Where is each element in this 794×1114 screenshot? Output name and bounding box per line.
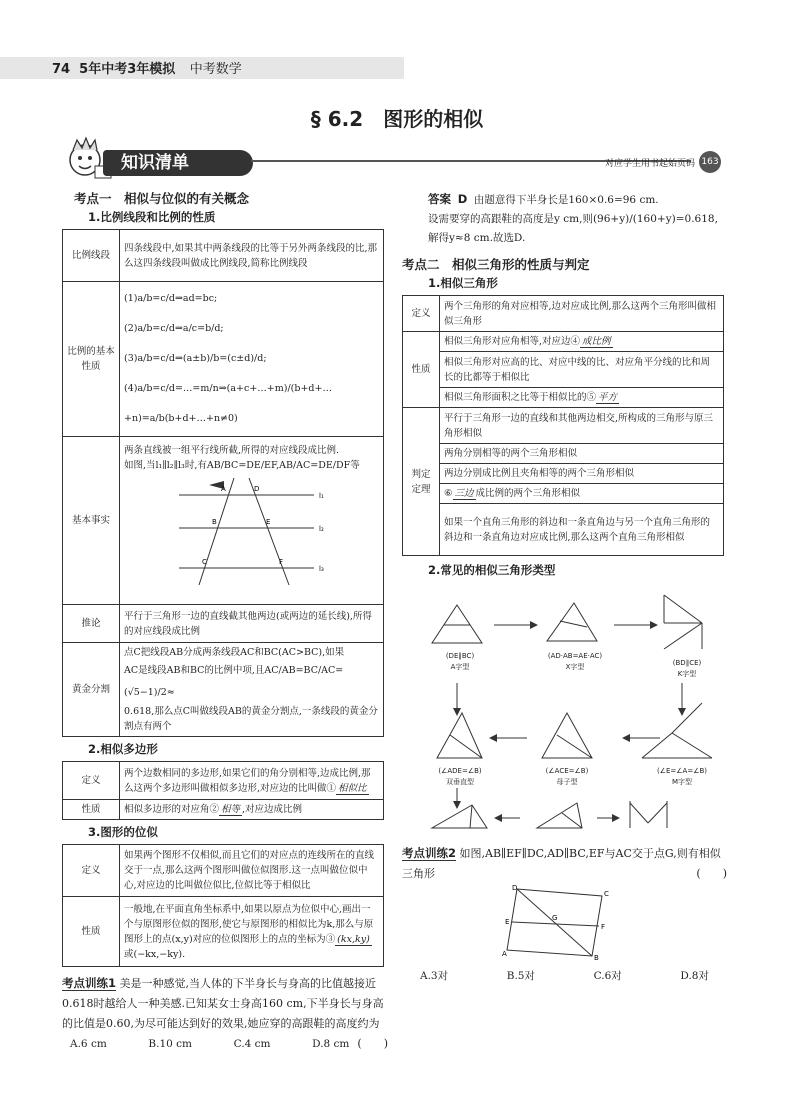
row-text: 如果一个直角三角形的斜边和一条直角边与另一个直角三角形的斜边和一条直角边对应成比例,那么这两个直角三角形相似: [440, 504, 724, 556]
row-text: 一般地,在平面直角坐标系中,如果以原点为位似中心,画出一个与原图形位似的图形,使它与原图形的相似比为k,那么与原图形上的点(x,y)对应的位似图形上的点的坐标为③: [124, 903, 374, 945]
fig-name: K字型: [677, 670, 697, 678]
s2-heading: 2.相似多边形: [88, 742, 158, 756]
fig-name: 母子型: [556, 778, 578, 786]
exercise-1-text: 美是一种感觉,当人体的下半身长与身高的比值越接近0.618时越给人一种美感.已知某女士身高160 cm,下半身长与身高的比值是0.60,为尽可能达到好的效果,她应穿的高跟鞋的高度约为: [62, 977, 384, 1030]
property-line: (3)a/b=c/d⇒(a±b)/b=(c±d)/d;: [124, 353, 267, 364]
row-text: 相似三角形面积之比等于相似比的⑤: [444, 392, 597, 403]
property-line: (1)a/b=c/d⇒ad=bc;: [124, 293, 218, 304]
option-b[interactable]: B.5对: [506, 970, 535, 982]
golden-cell: [120, 643, 384, 737]
fig-caption: (∠ADE=∠B): [438, 767, 482, 775]
fact-text: 两条直线被一组平行线所截,所得的对应线段成比例.: [124, 445, 340, 456]
option-d[interactable]: D.8 cm: [312, 1038, 350, 1050]
row-text: 相似三角形对应高的比、对应中线的比、对应角平分线的比和周长的比都等于相似比: [440, 352, 724, 388]
row-label: 定义: [63, 845, 120, 897]
exercise-2-label: 考点训练2: [402, 846, 457, 860]
running-header: [52, 58, 242, 77]
proportion-table: [62, 229, 384, 737]
svg-text:G: G: [552, 914, 558, 922]
fill-answer-1: 相似比: [338, 782, 367, 794]
exercise-1-options: [62, 1036, 357, 1053]
parallel-lines-diagram: [124, 473, 374, 593]
row-label: 定义: [403, 296, 440, 332]
kp1-heading: 考点一 相似与位似的有关概念: [74, 191, 250, 206]
answer-paren: ( ): [696, 867, 727, 880]
row-cell: [120, 762, 384, 800]
fact-cell: [120, 437, 384, 605]
row-label: 定义: [63, 762, 120, 800]
fig-caption: (DE∥BC): [445, 652, 475, 660]
page-reference-badge: 163: [699, 151, 721, 173]
similar-triangles-table: [402, 295, 724, 556]
fig-name: A字型: [450, 663, 470, 671]
knowledge-banner: [55, 136, 725, 182]
row-label: 基本事实: [63, 437, 120, 605]
svg-text:A: A: [502, 950, 507, 958]
row-text: ,对应边成比例: [242, 804, 303, 815]
answer-block: [402, 190, 727, 248]
option-a[interactable]: A.3对: [420, 970, 449, 982]
property-cell: [120, 282, 384, 437]
exercise-1-label: 考点训练1: [62, 976, 117, 990]
svg-text:F: F: [601, 923, 606, 931]
answer-line: 由题意得下半身长是160×0.6=96 cm.: [473, 194, 659, 206]
svg-text:D: D: [512, 884, 518, 892]
row-label: 性质: [403, 332, 440, 408]
row-label: 性质: [63, 800, 120, 820]
fig-caption: (∠ACE=∠B): [545, 767, 589, 775]
row-label: 性质: [63, 897, 120, 967]
row-cell: [120, 897, 384, 967]
row-text: 相似三角形对应角相等,对应边④: [444, 336, 581, 347]
golden-text: 点C把线段AB分成两条线段AC和BC(AC>BC),如果: [124, 647, 345, 658]
triangle-types-figure: [402, 583, 727, 841]
svg-text:l₁: l₁: [319, 492, 324, 500]
row-cell: [440, 484, 724, 504]
svg-text:A: A: [221, 485, 226, 493]
row-text: 相似多边形的对应角②: [124, 804, 220, 815]
section-title: § 6.2 图形的相似: [310, 107, 484, 131]
property-line: (2)a/b=c/d⇒a/c=b/d;: [124, 323, 224, 334]
svg-text:D: D: [254, 485, 260, 493]
row-text: 平行于三角形一边的直线和其他两边相交,所构成的三角形与原三角形相似: [440, 408, 724, 444]
polygon-table: [62, 761, 384, 820]
fig-caption: (∠E=∠A=∠B): [656, 767, 708, 775]
row-text: ⑥: [444, 488, 453, 499]
fill-answer-5: 平方: [598, 392, 618, 403]
row-text: 两个边数相同的多边形,如果它们的角分别相等,边成比例,那么这两个多边形叫做相似多边形,对应边的比叫做①: [124, 767, 371, 794]
s1-heading-right: 1.相似三角形: [428, 276, 498, 290]
svg-text:F: F: [279, 558, 284, 566]
option-a[interactable]: A.6 cm: [70, 1038, 107, 1050]
answer-line: 解得y≈8 cm.故选D.: [428, 232, 526, 244]
homothety-table: [62, 844, 384, 967]
svg-text:E: E: [505, 918, 510, 926]
row-text: 成比例的两个三角形相似: [475, 488, 581, 499]
fig-name: 双垂直型: [446, 778, 474, 786]
row-text: 两个三角形的角对应相等,边对应成比例,那么这两个三角形叫做相似三角形: [440, 296, 724, 332]
triangle-types-diagrams: [402, 583, 727, 841]
fill-answer-4: 成比例: [582, 336, 611, 347]
fig-caption: (AD·AB=AE·AC): [547, 652, 603, 660]
book-title: 5年中考3年模拟: [79, 62, 176, 77]
page-number: 74: [52, 62, 71, 77]
fill-answer-6: 三边: [454, 488, 474, 499]
left-column: [62, 190, 388, 1054]
row-text: 两边分别成比例且夹角相等的两个三角形相似: [440, 464, 724, 484]
answer-label: 答案: [428, 192, 451, 206]
svg-text:C: C: [202, 558, 207, 566]
exercise-2: [402, 843, 727, 884]
row-cell: [120, 800, 384, 820]
fill-answer-2: 相等: [221, 804, 241, 815]
s1-heading: 1.比例线段和比例的性质: [88, 210, 216, 224]
fig-name: X字型: [565, 663, 585, 671]
option-b[interactable]: B.10 cm: [148, 1038, 193, 1050]
fill-answer-3: (kx,ky): [337, 933, 370, 945]
row-label: 比例线段: [63, 230, 120, 282]
row-text: 两角分别相等的两个三角形相似: [440, 444, 724, 464]
kp2-heading: 考点二 相似三角形的性质与判定: [402, 257, 590, 272]
row-cell: [440, 332, 724, 352]
row-label: 判定定理: [403, 408, 440, 556]
row-label: 推论: [63, 605, 120, 643]
row-text: 平行于三角形一边的直线截其他两边(或两边的延长线),所得的对应线段成比例: [120, 605, 384, 643]
fig-name: M字型: [671, 778, 693, 786]
row-text: 如果两个图形不仅相似,而且它们的对应点的连线所在的直线交于一点,那么这两个图形叫做位似图形.这一点叫做位似中心,对应边的比叫做位似比,位似比等于相似比: [120, 845, 384, 897]
exercise-2-text: 如图,AB∥EF∥DC,AD∥BC,EF与AC交于点G,则有相似三角形: [402, 847, 721, 880]
row-label: 黄金分割: [63, 643, 120, 737]
row-cell: [440, 388, 724, 408]
exercise-2-diagram: [402, 884, 727, 962]
answer-paren: ( ): [357, 1037, 388, 1050]
s2-heading-right: 2.常见的相似三角形类型: [428, 563, 556, 577]
row-text: 或(−kx,−ky).: [124, 948, 186, 960]
property-line: (4)a/b=c/d=…=m/n⇒(a+c+…+m)/(b+d+…+n)=a/b(b+d+…+n≠0): [124, 383, 332, 424]
svg-text:C: C: [604, 890, 609, 898]
answer-line: 设需要穿的高跟鞋的高度是y cm,则(96+y)/(160+y)=0.618,: [428, 213, 718, 225]
fact-text: 如图,当l₁∥l₂∥l₃时,有AB/BC=DE/EF,AB/AC=DE/DF等: [124, 460, 360, 471]
right-column: [402, 190, 727, 985]
subject: 中考数学: [189, 62, 242, 77]
option-d[interactable]: D.8对: [680, 970, 709, 982]
svg-text:l₂: l₂: [319, 525, 324, 533]
svg-text:B: B: [594, 954, 599, 962]
svg-text:E: E: [266, 518, 271, 526]
banner-label: 知识清单: [103, 150, 253, 176]
row-text: 四条线段中,如果其中两条线段的比等于另外两条线段的比,那么这四条线段叫做成比例线段,简称比例线段: [120, 230, 384, 282]
svg-text:l₃: l₃: [319, 565, 324, 573]
option-c[interactable]: C.4 cm: [233, 1038, 271, 1050]
page-reference: 对应学生用书起始页码: [604, 159, 695, 169]
row-label: 比例的基本性质: [63, 282, 120, 437]
golden-text: 0.618,那么点C叫做线段AB的黄金分割点,一条线段的黄金分割点有两个: [124, 706, 378, 732]
s3-heading: 3.图形的位似: [88, 825, 158, 839]
fig-caption: (BD∥CE): [672, 659, 702, 667]
option-c[interactable]: C.6对: [593, 970, 622, 982]
svg-text:B: B: [212, 518, 217, 526]
exercise-2-options: [402, 968, 727, 985]
golden-text: AC是线段AB和BC的比例中项,且AC/AB=BC/AC=(√5−1)/2≈: [124, 665, 344, 698]
answer-letter: D: [457, 192, 468, 206]
